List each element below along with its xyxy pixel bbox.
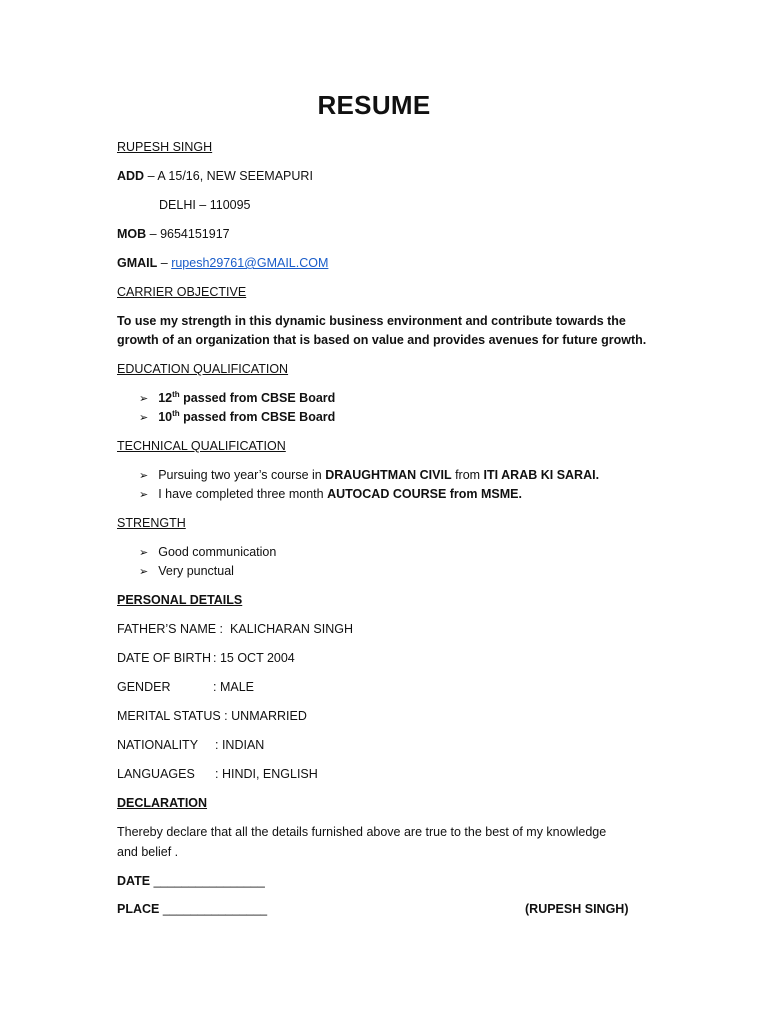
- place-label: PLACE: [117, 902, 160, 916]
- education-heading: EDUCATION QUALIFICATION: [117, 362, 289, 376]
- personal-heading: PERSONAL DETAILS: [117, 593, 243, 607]
- personal-label: NATIONALITY: [117, 738, 199, 752]
- address-value: A 15/16, NEW SEEMAPURI: [157, 169, 313, 183]
- personal-label: DATE OF BIRTH: [117, 651, 211, 665]
- declaration-text-line-1: Thereby declare that all the details furnished above are true to the best of my knowledge: [117, 825, 607, 839]
- arrow-bullet-icon: ➢: [139, 547, 149, 559]
- applicant-name: RUPESH SINGH: [117, 140, 213, 154]
- arrow-bullet-icon: ➢: [139, 489, 149, 501]
- personal-label: GENDER: [117, 680, 171, 694]
- objective-text-line-1: To use my strength in this dynamic business environment and contribute towards the: [117, 314, 626, 328]
- technical-text: Pursuing two year’s course in: [158, 468, 326, 482]
- personal-value: : HINDI, ENGLISH: [215, 767, 318, 781]
- gmail-separator: –: [157, 256, 172, 270]
- date-label: DATE: [117, 874, 151, 888]
- list-item: [139, 468, 599, 482]
- personal-value: : MALE: [213, 680, 254, 694]
- place-line: [117, 902, 267, 916]
- strength-heading: STRENGTH: [117, 516, 186, 530]
- list-item: [139, 487, 522, 501]
- page-title: RESUME: [317, 90, 431, 120]
- arrow-bullet-icon: ➢: [139, 470, 149, 482]
- personal-row: [117, 738, 264, 752]
- gmail-line: [117, 256, 328, 270]
- email-link[interactable]: rupesh29761@GMAIL.COM: [171, 256, 329, 270]
- personal-row: [117, 767, 318, 781]
- declaration-heading: DECLARATION: [117, 796, 208, 810]
- list-item: [139, 545, 276, 559]
- personal-value: UNMARRIED: [231, 709, 307, 723]
- personal-label: FATHER’S NAME :: [117, 622, 224, 636]
- strength-text: Good communication: [158, 545, 277, 559]
- mobile-value: 9654151917: [160, 227, 230, 241]
- personal-value: KALICHARAN SINGH: [230, 622, 353, 636]
- strength-text: Very punctual: [158, 564, 234, 578]
- date-blank: ________________: [153, 874, 265, 888]
- personal-label: MERITAL STATUS :: [117, 709, 228, 723]
- technical-text: from: [451, 468, 484, 482]
- education-grade-suffix: th: [172, 408, 180, 418]
- technical-heading: TECHNICAL QUALIFICATION: [117, 439, 286, 453]
- personal-label: LANGUAGES: [117, 767, 195, 781]
- arrow-bullet-icon: ➢: [139, 393, 149, 405]
- objective-heading: CARRIER OBJECTIVE: [117, 285, 247, 299]
- list-item: [139, 391, 335, 405]
- education-detail: passed from CBSE Board: [179, 391, 336, 405]
- gmail-label: GMAIL: [117, 256, 158, 270]
- address-line-1: [117, 169, 313, 183]
- technical-text: I have completed three month: [158, 487, 328, 501]
- address-separator: –: [144, 169, 158, 183]
- technical-course: DRAUGHTMAN CIVIL: [325, 468, 452, 482]
- education-grade: 10: [158, 410, 173, 424]
- technical-course: AUTOCAD COURSE from MSME.: [327, 487, 522, 501]
- technical-institute: ITI ARAB KI SARAI.: [483, 468, 600, 482]
- list-item: [139, 564, 234, 578]
- arrow-bullet-icon: ➢: [139, 412, 149, 424]
- objective-text-line-2: growth of an organization that is based on value and provides avenues for future growth.: [117, 333, 647, 347]
- mobile-label: MOB: [117, 227, 147, 241]
- personal-row: [117, 680, 254, 694]
- mobile-line: [117, 227, 230, 241]
- personal-row: [117, 622, 353, 636]
- personal-value: : INDIAN: [215, 738, 265, 752]
- place-blank: _______________: [162, 902, 268, 916]
- education-grade-suffix: th: [172, 389, 180, 399]
- address-label: ADD: [117, 169, 145, 183]
- personal-value: : 15 OCT 2004: [213, 651, 295, 665]
- date-line: [117, 874, 265, 888]
- education-detail: passed from CBSE Board: [179, 410, 336, 424]
- signature-name: (RUPESH SINGH): [525, 902, 629, 916]
- mobile-separator: –: [146, 227, 161, 241]
- personal-row: [117, 651, 295, 665]
- arrow-bullet-icon: ➢: [139, 566, 149, 578]
- education-grade: 12: [158, 391, 173, 405]
- declaration-text-line-2: and belief .: [117, 845, 179, 859]
- address-line-2: DELHI – 110095: [159, 198, 251, 212]
- list-item: [139, 410, 335, 424]
- personal-row: [117, 709, 307, 723]
